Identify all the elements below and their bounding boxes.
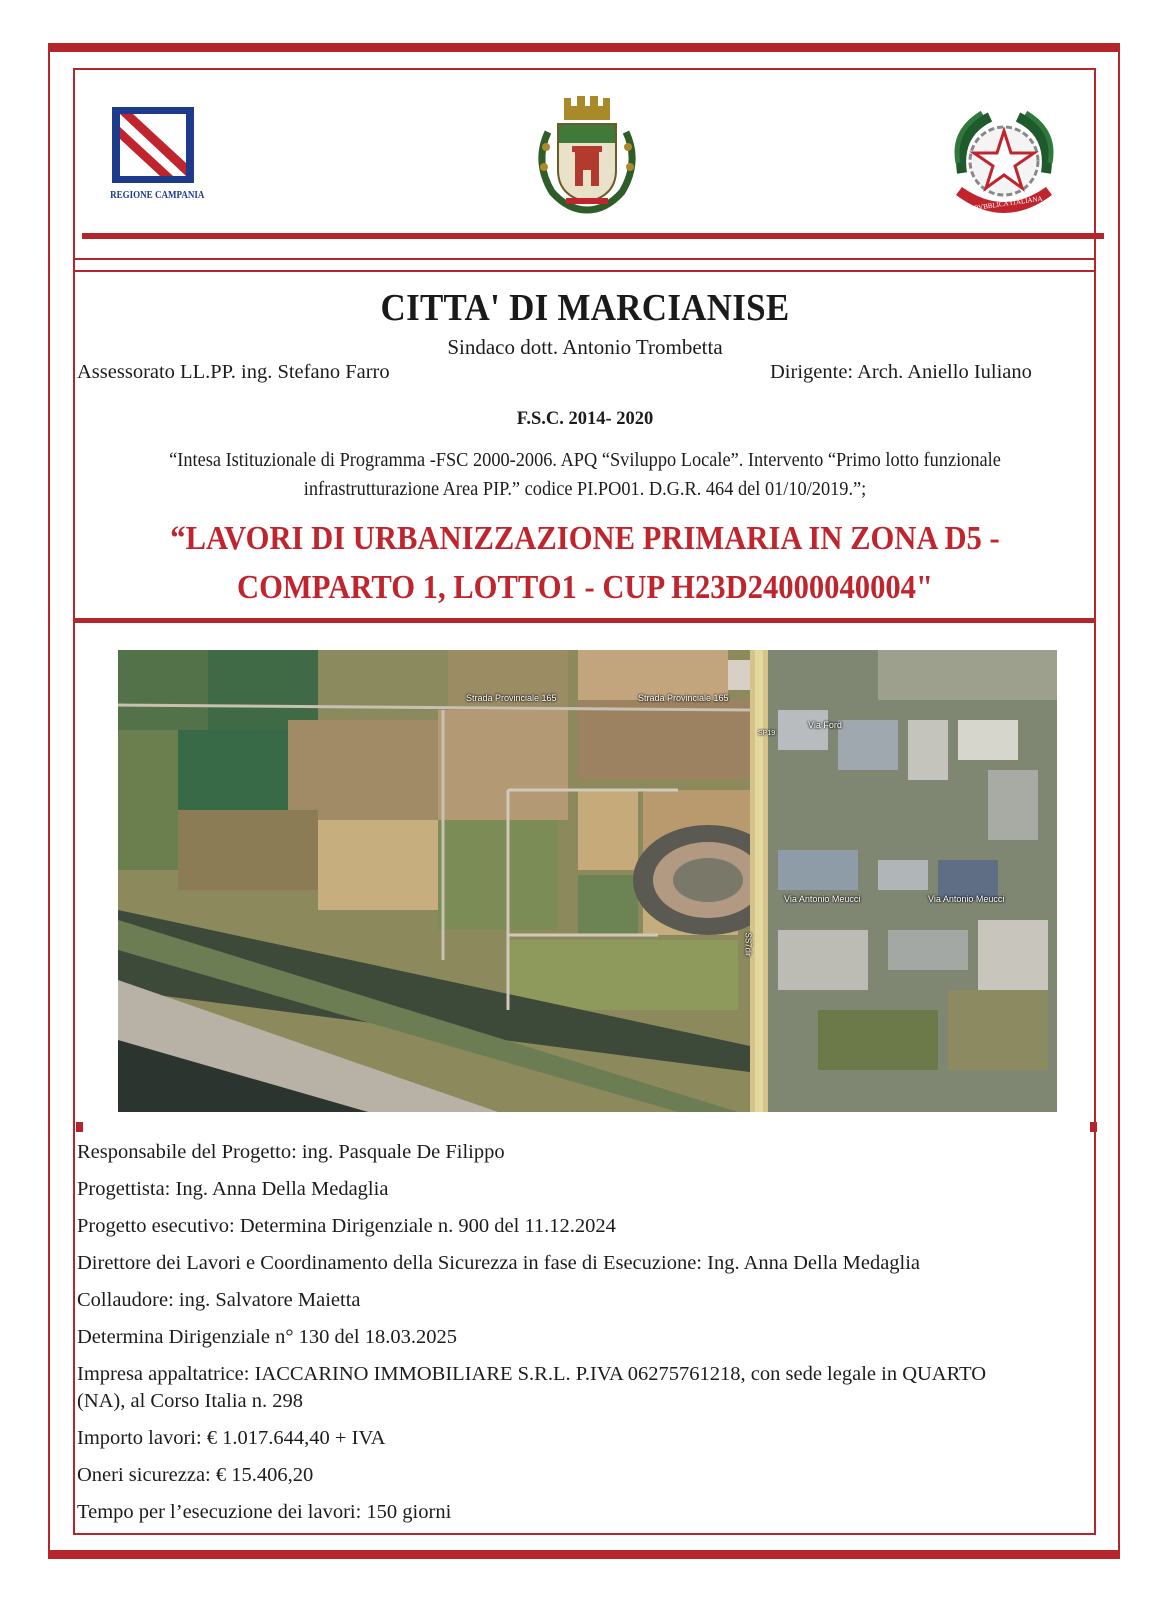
map-corner-mark-left bbox=[76, 1122, 83, 1132]
detail-oneri-sicurezza: Oneri sicurezza: € 15.406,20 bbox=[77, 1464, 314, 1486]
detail-direttore-lavori: Direttore dei Lavori e Coordinamento della Sicurezza in fase di Esecuzione: Ing. Anna Della Medaglia bbox=[77, 1252, 921, 1274]
map-label-meucci-a: Via Antonio Meucci bbox=[784, 894, 861, 904]
map-label-sp19: SP19 bbox=[758, 730, 776, 737]
intesa-line-1: “Intesa Istituzionale di Programma -FSC 2000-2006. APQ “Sviluppo Locale”. Intervento “Primo lotto funzionale bbox=[169, 450, 1001, 471]
frame-outer-right bbox=[1118, 43, 1120, 1559]
marcianise-coat-of-arms bbox=[528, 92, 646, 217]
header-separator-thin-1 bbox=[73, 258, 1096, 260]
map-label-via-ford: Via Ford bbox=[808, 720, 842, 730]
assessorato-line: Assessorato LL.PP. ing. Stefano Farro bbox=[77, 361, 390, 383]
regione-campania-logo bbox=[100, 105, 212, 205]
intesa-line-2: infrastrutturazione Area PIP.” codice PI.PO01. D.G.R. 464 del 01/10/2019.”; bbox=[303, 479, 867, 500]
dirigente-line: Dirigente: Arch. Aniello Iuliano bbox=[770, 361, 1032, 383]
frame-outer-left bbox=[48, 43, 50, 1559]
satellite-map-image bbox=[118, 650, 1057, 1112]
map-label-sp165-b: Strada Provinciale 165 bbox=[638, 693, 729, 703]
frame-inner-top bbox=[73, 68, 1096, 70]
detail-tempo-esecuzione: Tempo per l’esecuzione dei lavori: 150 giorni bbox=[77, 1501, 452, 1523]
map-label-ss: SS7dir bbox=[743, 932, 753, 957]
detail-impresa-line-1: Impresa appaltatrice: IACCARINO IMMOBILIARE S.R.L. P.IVA 06275761218, con sede legale in QUARTO bbox=[77, 1363, 987, 1385]
frame-top-bar bbox=[48, 43, 1120, 52]
frame-inner-bottom bbox=[73, 1533, 1096, 1535]
satellite-map bbox=[118, 650, 1057, 1112]
repubblica-italiana-emblem bbox=[942, 103, 1066, 227]
works-title-line-1: “LAVORI DI URBANIZZAZIONE PRIMARIA IN ZONA D5 - bbox=[170, 520, 1000, 557]
mayor-line: Sindaco dott. Antonio Trombetta bbox=[447, 335, 723, 359]
detail-determina: Determina Dirigenziale n° 130 del 18.03.2025 bbox=[77, 1326, 457, 1348]
fsc-line: F.S.C. 2014- 2020 bbox=[516, 409, 654, 429]
detail-importo-lavori: Importo lavori: € 1.017.644,40 + IVA bbox=[77, 1427, 386, 1449]
page-title: CITTA' DI MARCIANISE bbox=[380, 287, 790, 329]
map-corner-mark-right bbox=[1090, 1122, 1097, 1132]
repubblica-italiana-ribbon-text: REPVBBLICA ITALIANA bbox=[964, 194, 1044, 214]
works-title-line-2: COMPARTO 1, LOTTO1 - CUP H23D24000040004" bbox=[237, 569, 933, 606]
map-label-sp165-a: Strada Provinciale 165 bbox=[466, 693, 557, 703]
header-separator-thin-2 bbox=[73, 270, 1096, 272]
coat-of-arms-icon bbox=[528, 92, 646, 217]
detail-progetto-esecutivo: Progetto esecutivo: Determina Dirigenziale n. 900 del 11.12.2024 bbox=[77, 1215, 616, 1237]
map-separator-top bbox=[73, 618, 1096, 623]
detail-collaudore: Collaudore: ing. Salvatore Maietta bbox=[77, 1289, 361, 1311]
regione-campania-text: REGIONE CAMPANIA bbox=[110, 189, 205, 201]
detail-responsabile: Responsabile del Progetto: ing. Pasquale De Filippo bbox=[77, 1141, 505, 1163]
map-label-meucci-b: Via Antonio Meucci bbox=[928, 894, 1005, 904]
header-separator-thick bbox=[82, 233, 1104, 239]
detail-impresa-line-2: (NA), al Corso Italia n. 298 bbox=[77, 1390, 304, 1412]
detail-progettista: Progettista: Ing. Anna Della Medaglia bbox=[77, 1178, 389, 1200]
frame-bottom-bar bbox=[48, 1550, 1120, 1559]
